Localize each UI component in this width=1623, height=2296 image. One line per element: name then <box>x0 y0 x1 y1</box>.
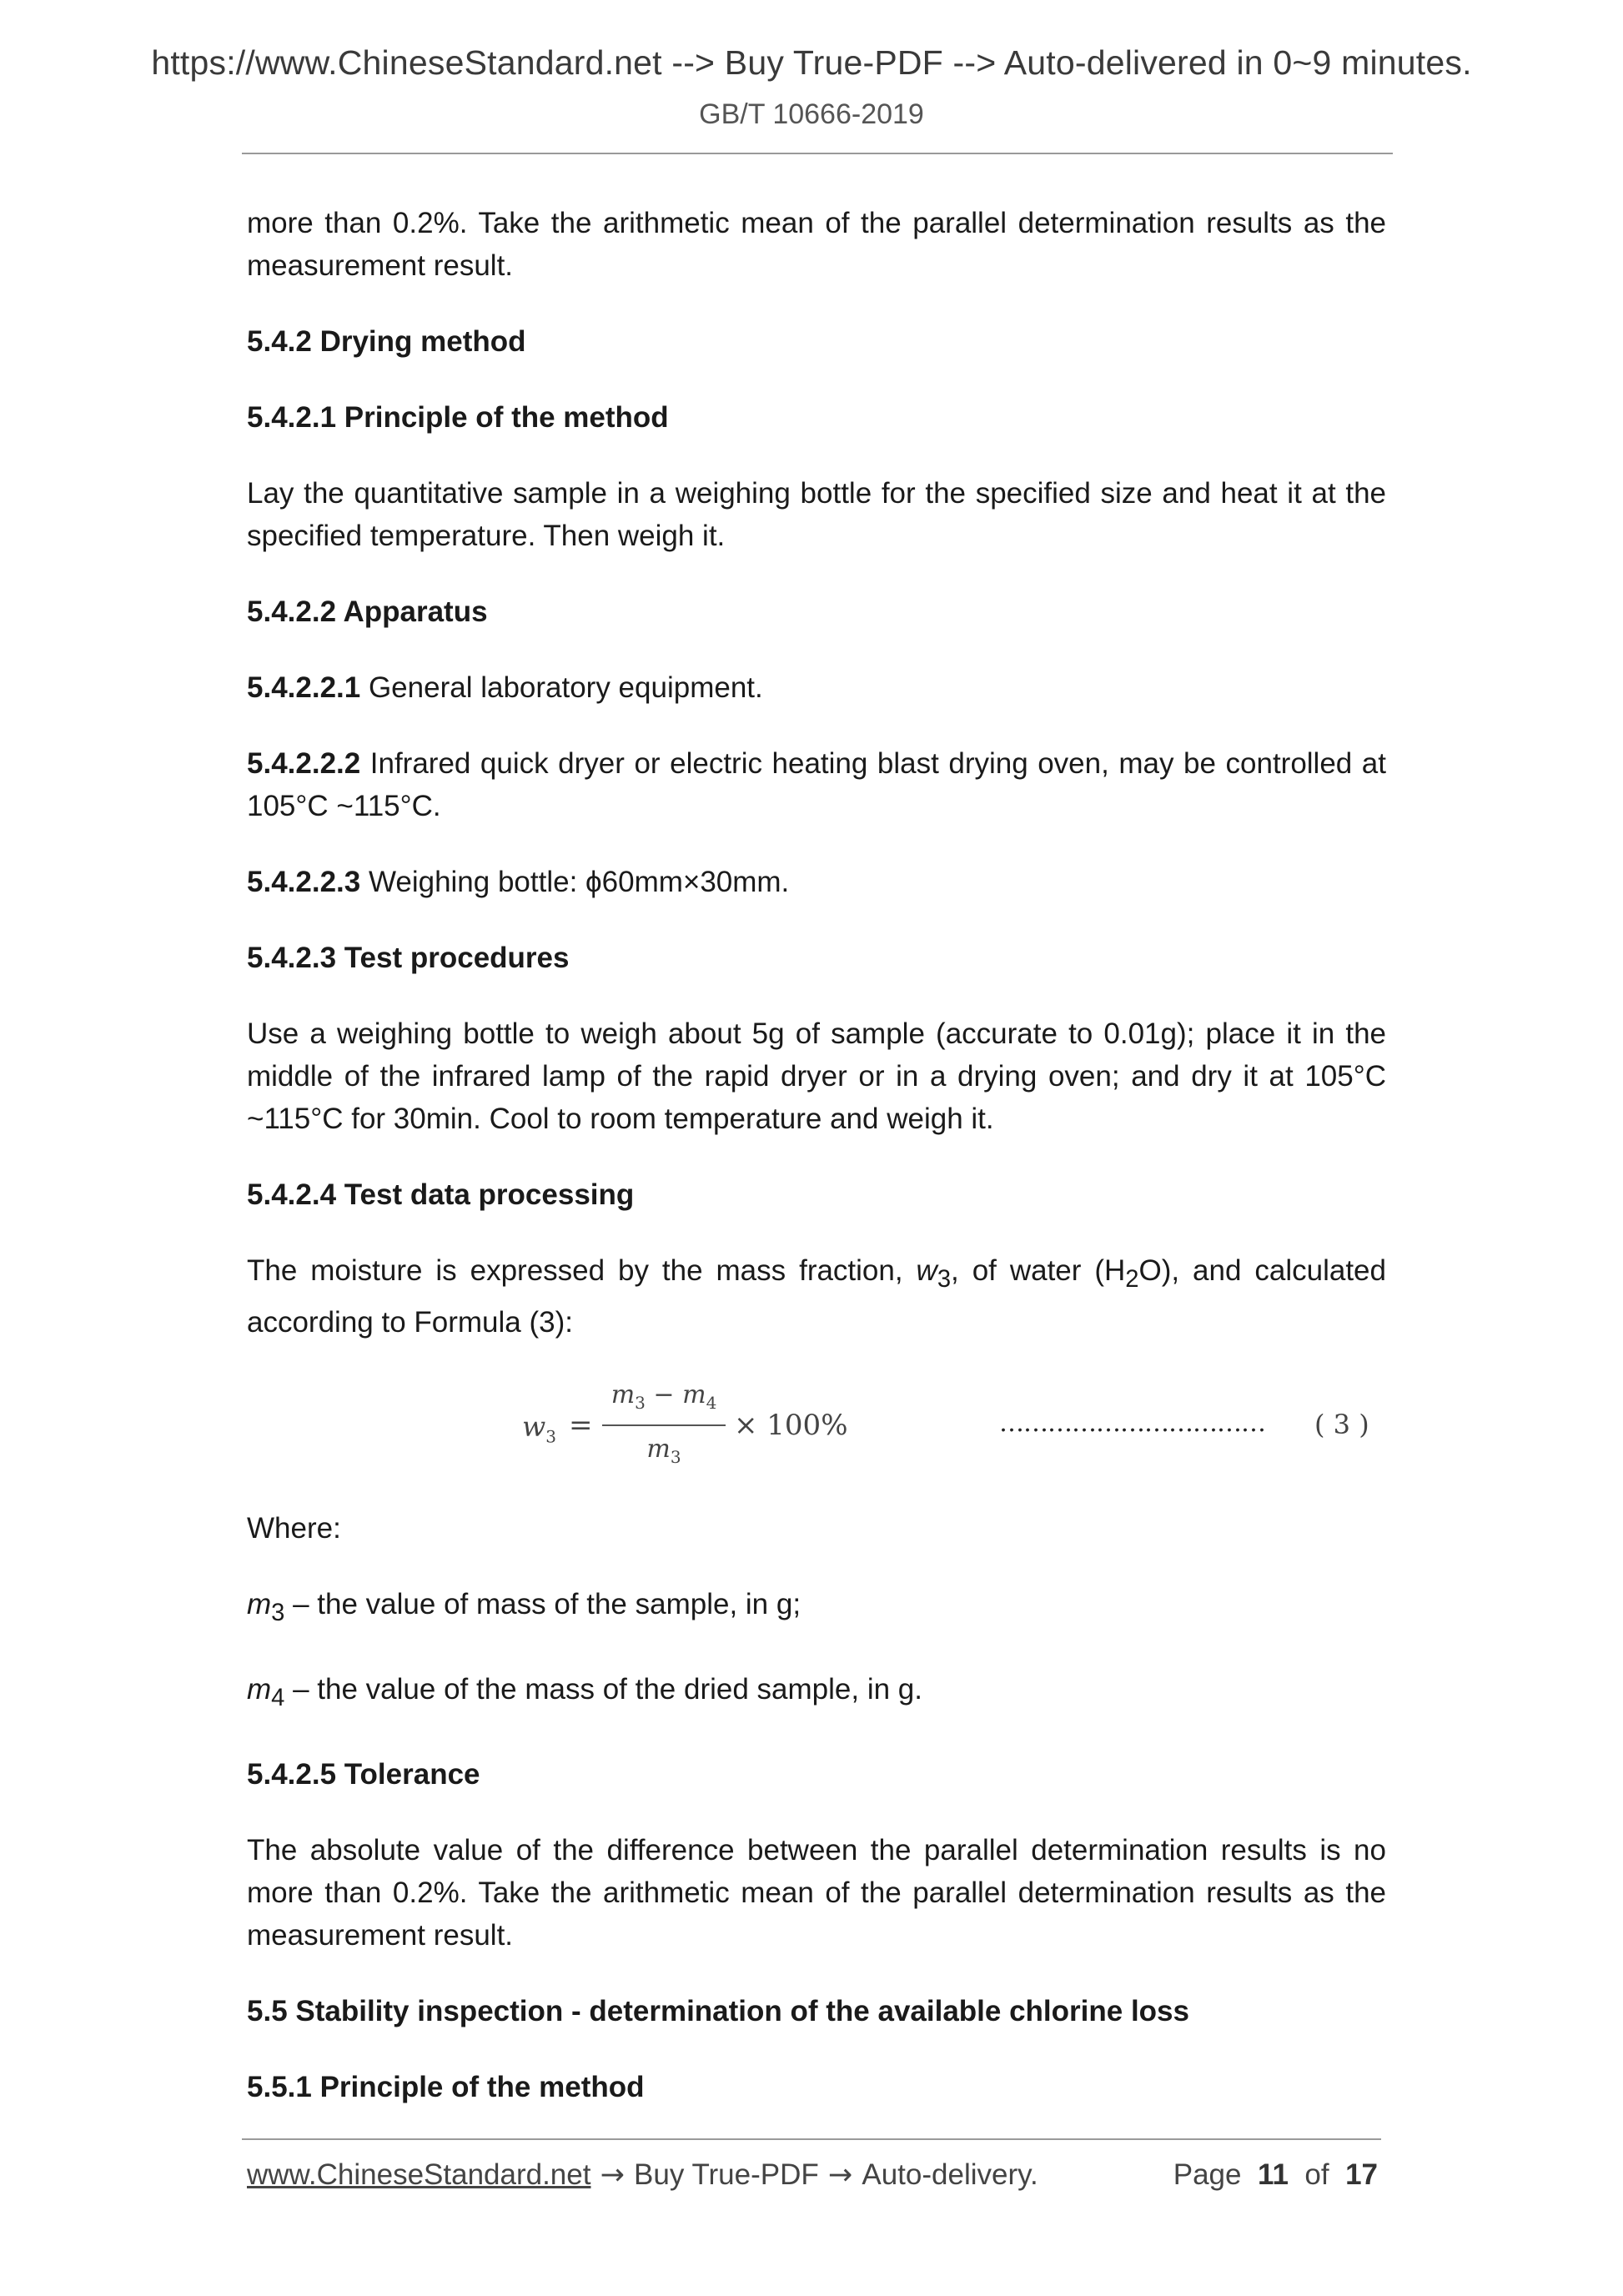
subscript: 3 <box>670 1447 681 1467</box>
definition-text: – the value of the mass of the dried sample, in g. <box>284 1673 922 1706</box>
document-body <box>247 202 1386 2142</box>
formula-var: w <box>522 1410 546 1443</box>
heading-5-5-1: 5.5.1 Principle of the method <box>247 2071 645 2103</box>
paragraph-principle: Lay the quantitative sample in a weighing bottle for the specified size and heat it at the specified temperature. Then weigh it. <box>247 477 1386 552</box>
heading-5-4-2-2: 5.4.2.2 Apparatus <box>247 595 488 628</box>
where-label: Where: <box>247 1512 341 1545</box>
subscript: 3 <box>271 1600 285 1626</box>
heading-5-4-2: 5.4.2 Drying method <box>247 325 526 358</box>
formula-lhs <box>522 1410 556 1447</box>
variable-m: m <box>247 1673 272 1706</box>
heading-5-4-2-3: 5.4.2.3 Test procedures <box>247 942 570 974</box>
formula-number: ( 3 ) <box>1314 1409 1369 1440</box>
definition-m4 <box>247 1668 1386 1720</box>
text-run: O), and calculated according to Formula (3): <box>247 1254 1386 1339</box>
item-number: 5.4.2.2.3 <box>247 866 361 898</box>
item-number: 5.4.2.2.2 <box>247 747 361 780</box>
heading-5-4-2-4: 5.4.2.4 Test data processing <box>247 1178 635 1211</box>
subscript: 3 <box>635 1393 646 1413</box>
footer-buy: Buy True-PDF <box>634 2158 819 2191</box>
page-number: 11 <box>1257 2158 1289 2191</box>
paragraph-procedures: Use a weighing bottle to weigh about 5g of sample (accurate to 0.01g); place it in the middle of the infrared lamp of the rapid dryer or in a drying oven; and dry it at 105°C ~115°C for 30min. Cool to room temperature and weigh it. <box>247 1017 1386 1135</box>
formula-fraction <box>602 1377 726 1475</box>
standard-code: GB/T 10666-2019 <box>699 98 924 130</box>
footer-divider <box>242 2138 1381 2140</box>
item-text: Weighing bottle: ϕ60mm×30mm. <box>360 866 790 898</box>
text-run: , of water (H <box>951 1254 1126 1287</box>
heading-5-4-2-5: 5.4.2.5 Tolerance <box>247 1758 480 1791</box>
heading-5-4-2-1: 5.4.2.1 Principle of the method <box>247 401 669 434</box>
subscript: 4 <box>706 1393 717 1413</box>
item-text: Infrared quick dryer or electric heating blast drying oven, may be controlled at 105°C ~115°C. <box>247 747 1386 822</box>
page-footer <box>247 2158 1378 2192</box>
fraction-bar <box>602 1424 726 1426</box>
subscript: 2 <box>1125 1266 1139 1293</box>
page-indicator <box>1173 2158 1378 2192</box>
item-5-4-2-2-3 <box>247 861 1386 903</box>
page-total: 17 <box>1345 2158 1378 2191</box>
variable-w: w <box>916 1254 937 1287</box>
item-5-4-2-2-1 <box>247 666 1386 709</box>
formula-denominator <box>602 1431 726 1475</box>
header-divider <box>242 153 1393 154</box>
paragraph-moisture <box>247 1249 1386 1344</box>
arrow-right-icon: → <box>818 2158 862 2192</box>
formula-leader-dots: …………………………… <box>999 1409 1265 1438</box>
formula-var: m <box>646 1434 671 1464</box>
formula-minus: − <box>645 1380 683 1409</box>
formula-equals: = <box>569 1409 593 1442</box>
paragraph-continued: more than 0.2%. Take the arithmetic mean of the parallel determination results as the measurement result. <box>247 207 1386 282</box>
of-word: of <box>1304 2158 1329 2191</box>
definition-m3 <box>247 1583 1386 1635</box>
footer-site-link[interactable]: www.ChineseStandard.net <box>247 2158 591 2191</box>
footer-delivery: Auto-delivery. <box>862 2158 1038 2191</box>
page-word: Page <box>1173 2158 1242 2191</box>
item-5-4-2-2-2 <box>247 742 1386 827</box>
item-text: General laboratory equipment. <box>360 671 763 704</box>
variable-m: m <box>247 1588 272 1620</box>
item-number: 5.4.2.2.1 <box>247 671 361 704</box>
paragraph-tolerance: The absolute value of the difference between the parallel determination results is no more than 0.2%. Take the arithmetic mean of the parallel determination results as the measurement result. <box>247 1834 1386 1952</box>
text-run: The moisture is expressed by the mass fraction, <box>247 1254 917 1287</box>
formula-3 <box>247 1377 1386 1479</box>
formula-var: m <box>682 1380 706 1409</box>
heading-5-5: 5.5 Stability inspection - determination of the available chlorine loss <box>247 1995 1189 2027</box>
subscript: 4 <box>271 1685 285 1711</box>
formula-numerator <box>602 1377 726 1421</box>
subscript: 3 <box>545 1426 556 1447</box>
arrow-right-icon: → <box>590 2158 635 2192</box>
top-banner: https://www.ChineseStandard.net --> Buy True-PDF --> Auto-delivered in 0~9 minutes. <box>151 43 1472 82</box>
subscript: 3 <box>937 1266 952 1293</box>
formula-times-percent: × 100% <box>734 1409 848 1442</box>
formula-var: m <box>611 1380 636 1409</box>
definition-text: – the value of mass of the sample, in g; <box>284 1588 801 1620</box>
